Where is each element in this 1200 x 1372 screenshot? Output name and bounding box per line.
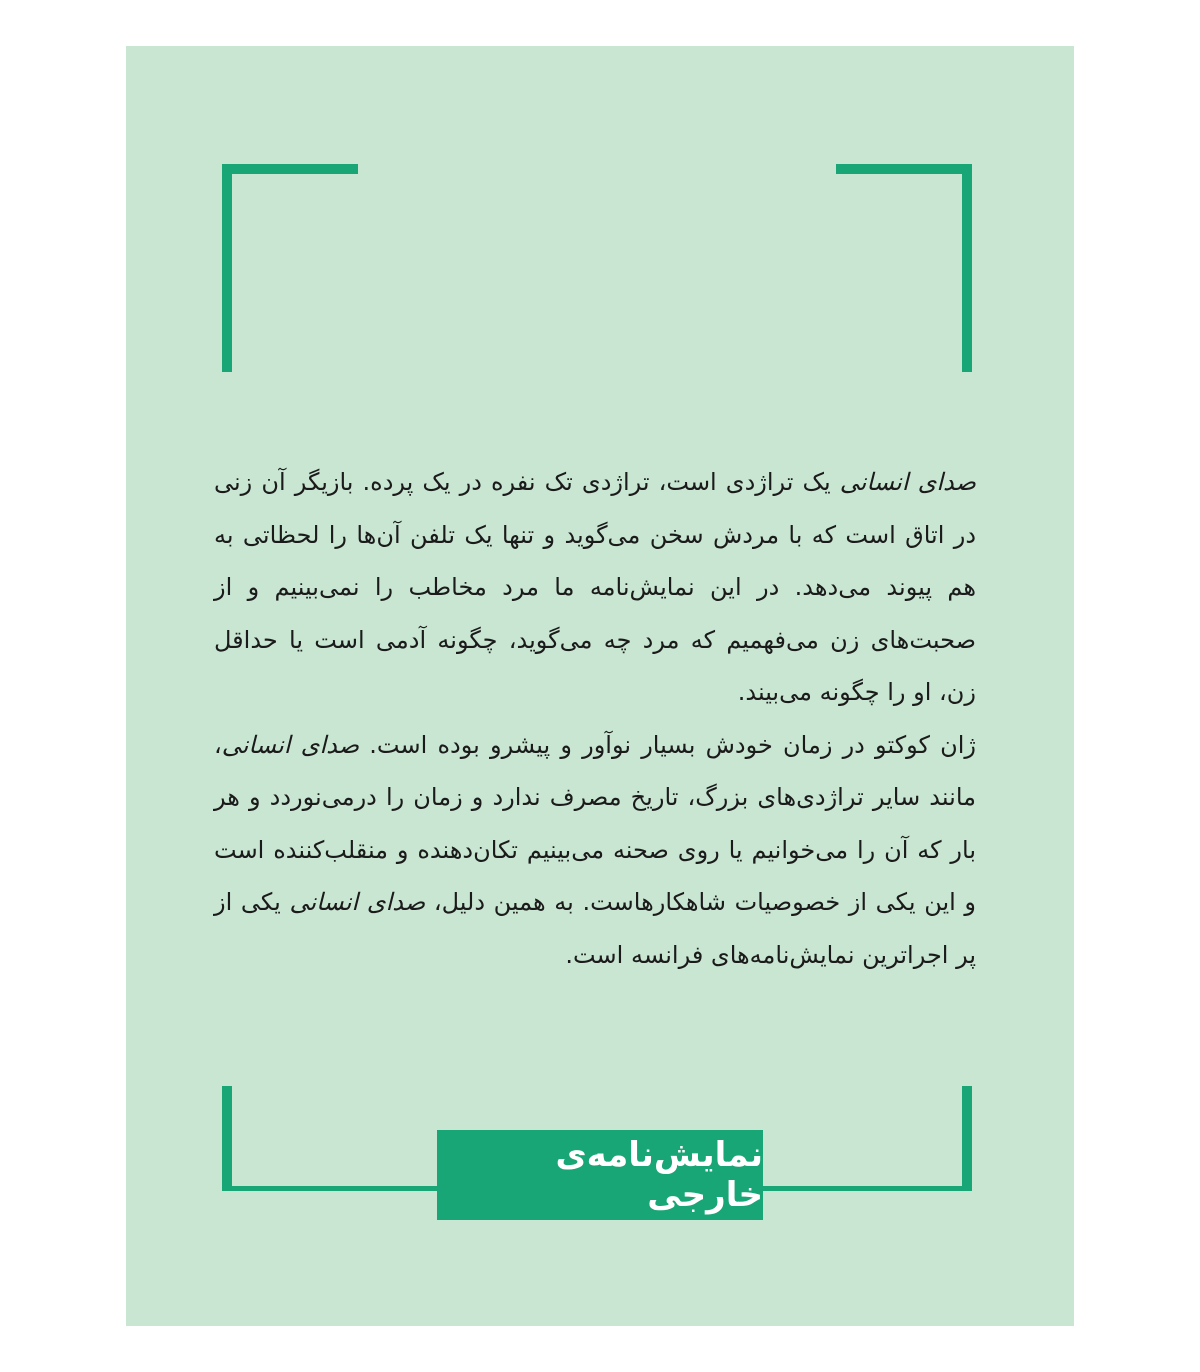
blurb-paragraph-2 <box>214 719 976 982</box>
series-label: نمایش‌نامه‌ی خارجی <box>555 1135 763 1215</box>
paragraph-2-text-start: ژان کوکتو در زمان خودش بسیار نوآور و پیشرو بوده است. <box>359 730 977 759</box>
series-label-badge <box>437 1130 763 1220</box>
top-left-frame-corner <box>222 164 358 372</box>
blurb-paragraph-1 <box>214 456 976 719</box>
book-title-italic: صدای انسانی <box>221 730 360 759</box>
top-right-frame-corner <box>836 164 972 372</box>
paragraph-1-text: یک تراژدی است، تراژدی تک نفره در یک پرده. بازیگر آن زنی در اتاق است که با مردش سخن می‌گوید و تنها یک تلفن آن‌ها را لحظاتی به هم پیوند می‌دهد. در این نمایش‌نامه ما مرد مخاطب را نمی‌بینیم و از صحبت‌های زن می‌فهمیم که مرد چه می‌گوید، چگونه آدمی است یا حداقل زن، او را چگونه می‌بیند. <box>214 468 976 706</box>
book-title-italic: صدای انسانی <box>839 468 977 496</box>
blurb-text <box>214 456 976 981</box>
book-title-italic: صدای انسانی <box>289 888 426 916</box>
paragraph-2-text-end: یکی از پر اجراترین نمایش‌نامه‌های فرانسه است. <box>214 888 976 969</box>
paragraph-2-text-middle: ، مانند سایر تراژدی‌های بزرگ، تاریخ مصرف ندارد و زمان را درمی‌نوردد و هر بار که آن را می‌خوانیم یا روی صحنه می‌بینیم تکان‌دهنده و منقلب‌کننده است و این یکی از خصوصیات شاهکارهاست. به همین دلیل، <box>214 730 977 916</box>
bottom-left-frame-corner <box>222 1086 452 1191</box>
book-back-cover <box>126 46 1074 1326</box>
bottom-right-frame-corner <box>750 1086 972 1191</box>
